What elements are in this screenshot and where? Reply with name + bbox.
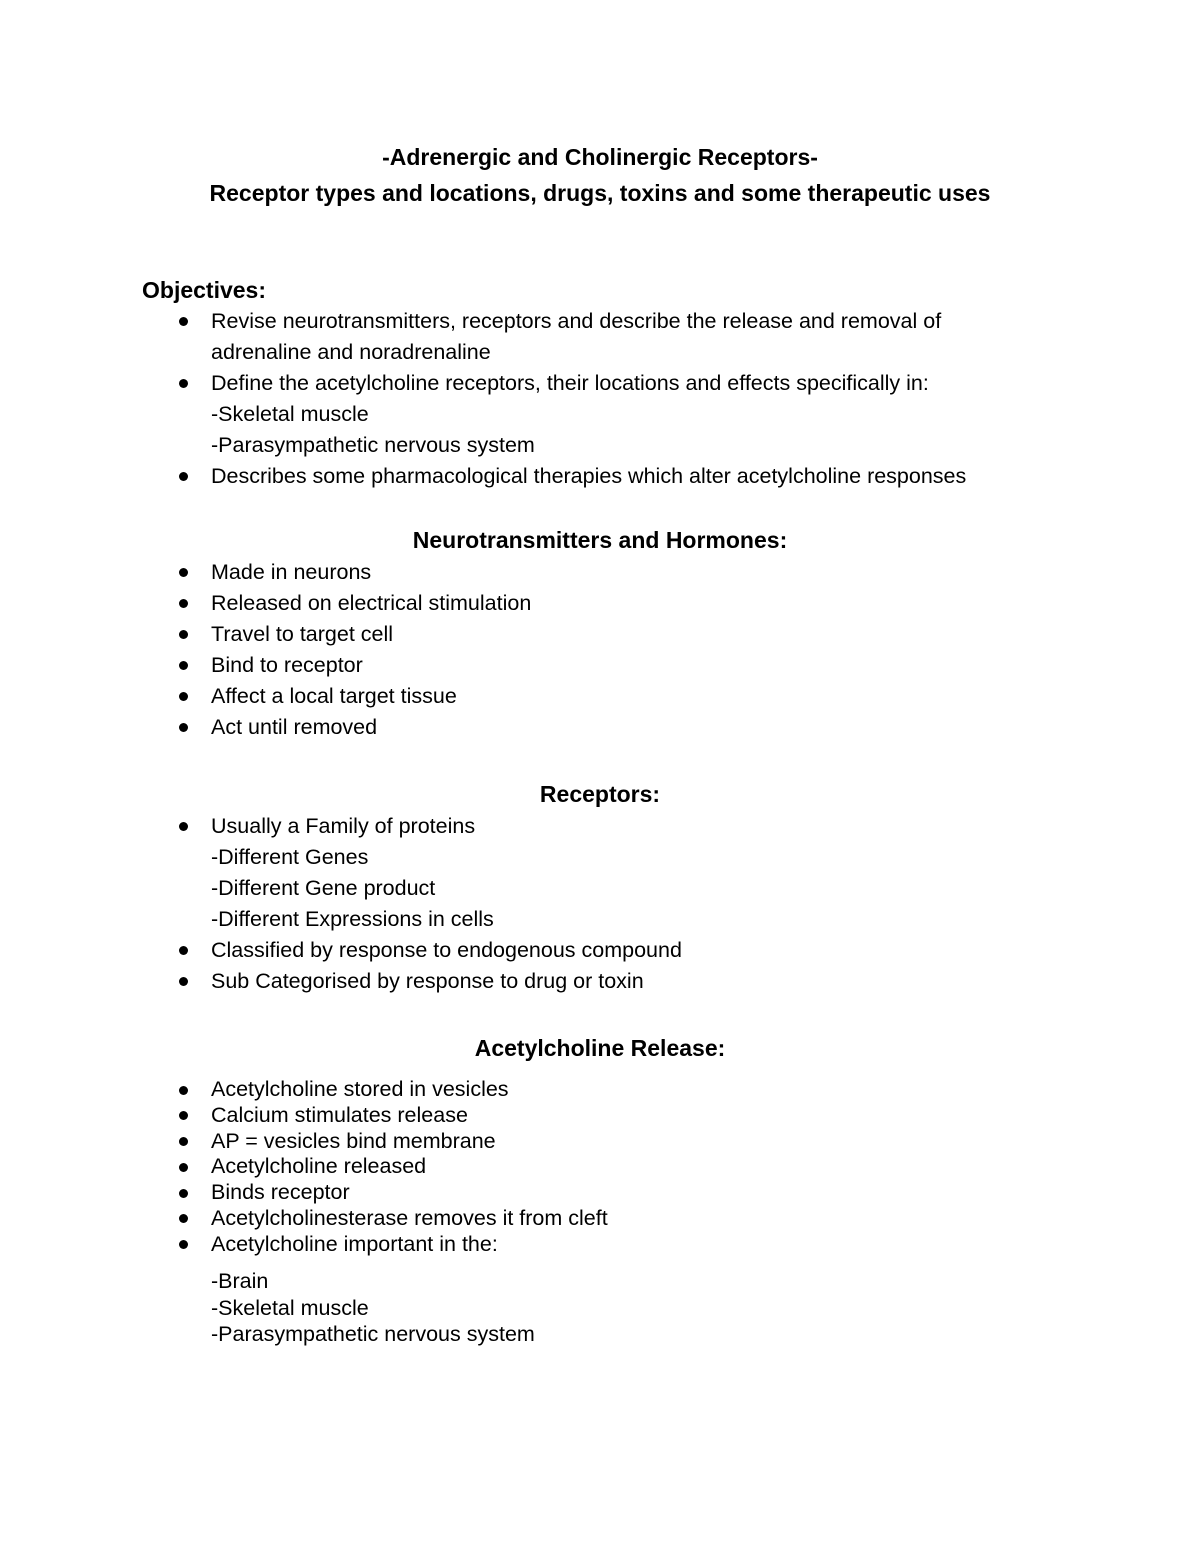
list-item: Acetylcholine important in the: [0,1232,608,1258]
list-item: Classified by response to endogenous compound [0,935,682,966]
list-item: Binds receptor [0,1180,608,1206]
list-item: AP = vesicles bind membrane [0,1129,608,1155]
bullet-icon [179,1240,188,1249]
bullet-icon [179,692,188,701]
objectives-heading: Objectives: [142,277,266,303]
bullet-icon [179,822,188,831]
bullet-icon [179,1137,188,1146]
bullet-icon [179,379,188,388]
bullet-icon [179,1111,188,1120]
bullet-icon [179,1086,188,1095]
bullet-icon [179,1163,188,1172]
bullet-icon [179,977,188,986]
list-item: Define the acetylcholine receptors, their locations and effects specifically in: -Skeletal muscle -Parasympathetic nervous system [0,368,966,461]
bullet-icon [179,630,188,639]
bullet-icon [179,1214,188,1223]
bullet-icon [179,661,188,670]
bullet-icon [179,723,188,732]
location-line: -Skeletal muscle [211,1295,369,1320]
bullet-icon [179,317,188,326]
acetylcholine-locations [211,1268,535,1348]
location-line: -Parasympathetic nervous system [211,1322,535,1346]
acetylcholine-release-list [0,1077,608,1258]
list-item: Calcium stimulates release [0,1103,608,1129]
list-item: Affect a local target tissue [0,681,531,712]
list-item: Released on electrical stimulation [0,588,531,619]
list-item: Acetylcholinesterase removes it from cleft [0,1206,608,1232]
list-item: Travel to target cell [0,619,531,650]
receptors-list [0,811,682,997]
list-item: Acetylcholine released [0,1154,608,1180]
list-item: Usually a Family of proteins -Different Genes -Different Gene product -Different Expressions in cells [0,811,682,935]
document-title: -Adrenergic and Cholinergic Receptors- [382,144,818,170]
list-item: Sub Categorised by response to drug or toxin [0,966,682,997]
bullet-icon [179,599,188,608]
acetylcholine-release-heading: Acetylcholine Release: [474,1035,726,1061]
document-subtitle: Receptor types and locations, drugs, toxins and some therapeutic uses [209,180,991,206]
neurotransmitters-heading: Neurotransmitters and Hormones: [412,527,788,553]
list-item: Acetylcholine stored in vesicles [0,1077,608,1103]
bullet-icon [179,472,188,481]
bullet-icon [179,1189,188,1198]
list-item: Bind to receptor [0,650,531,681]
bullet-icon [179,568,188,577]
location-line: -Brain [211,1269,269,1293]
list-item: Revise neurotransmitters, receptors and describe the release and removal of adrenaline and noradrenaline [0,306,966,368]
list-item: Act until removed [0,712,531,743]
objectives-list [0,306,966,492]
list-item: Made in neurons [0,557,531,588]
neurotransmitters-list [0,557,531,743]
list-item: Describes some pharmacological therapies which alter acetylcholine responses [0,461,966,492]
receptors-heading: Receptors: [539,781,661,807]
bullet-icon [179,946,188,955]
